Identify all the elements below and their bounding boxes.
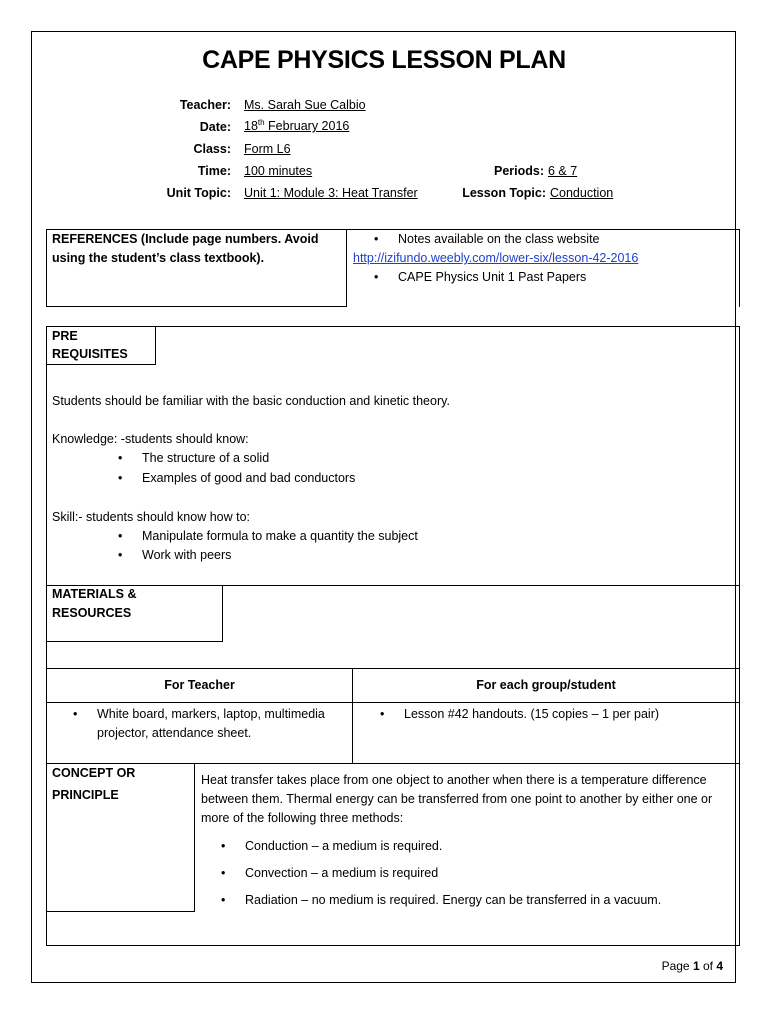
references-item-past-papers: • CAPE Physics Unit 1 Past Papers (398, 268, 586, 287)
materials-group-item: • Lesson #42 handouts. (15 copies – 1 per pair) (404, 705, 659, 724)
class-value: Form L6 (244, 142, 291, 156)
knowledge-item: • The structure of a solid (142, 449, 269, 468)
concept-heading-line1: CONCEPT OR (52, 766, 136, 780)
periods-label: Periods: (493, 164, 544, 178)
materials-heading-line1: MATERIALS & (52, 587, 137, 601)
skill-heading: Skill:- students should know how to: (52, 510, 251, 524)
materials-heading-line2: RESOURCES (52, 606, 132, 620)
materials-col-group-label: For each group/student (476, 678, 616, 692)
references-heading: REFERENCES (Include page numbers. Avoid using the student’s class textbook). (52, 232, 319, 265)
concept-method: • Radiation – no medium is required. Energy can be transferred in a vacuum. (245, 891, 661, 910)
references-link[interactable]: http://izifundo.weebly.com/lower-six/lesson-42-2016 (353, 251, 639, 265)
page-number: Page 1 of 4 (661, 959, 723, 973)
skill-item: • Work with peers (142, 546, 231, 565)
teacher-label: Teacher: (179, 98, 231, 112)
periods-value: 6 & 7 (548, 164, 578, 178)
concept-method: • Conduction – a medium is required. (245, 837, 442, 856)
materials-col-teacher-label: For Teacher (164, 678, 235, 692)
page-title: CAPE PHYSICS LESSON PLAN (202, 46, 566, 74)
prerequisites-heading-line1: PRE (52, 329, 78, 343)
materials-teacher-item: • White board, markers, laptop, multimedia projector, attendance sheet. (97, 705, 347, 743)
concept-method: • Convection – a medium is required (245, 864, 438, 883)
concept-heading-line2: PRINCIPLE (52, 788, 119, 802)
unit-topic-label: Unit Topic: (166, 186, 231, 200)
knowledge-item: • Examples of good and bad conductors (142, 469, 355, 488)
skill-item: • Manipulate formula to make a quantity the subject (142, 527, 418, 546)
date-label: Date: (199, 120, 231, 134)
date-value: 18th February 2016 (244, 118, 350, 134)
prerequisites-heading-line2: REQUISITES (52, 347, 128, 361)
time-value: 100 minutes (244, 164, 313, 178)
lesson-topic-label: Lesson Topic: (462, 186, 546, 200)
knowledge-heading: Knowledge: -students should know: (52, 432, 249, 446)
references-item-notes: • Notes available on the class website (398, 230, 600, 249)
unit-topic-value: Unit 1: Module 3: Heat Transfer (244, 186, 418, 200)
teacher-value: Ms. Sarah Sue Calbio (244, 98, 366, 112)
prerequisites-intro: Students should be familiar with the basic conduction and kinetic theory. (52, 394, 450, 408)
lesson-topic-value: Conduction (550, 186, 614, 200)
time-label: Time: (197, 164, 231, 178)
class-label: Class: (193, 142, 231, 156)
concept-text: Heat transfer takes place from one object to another when there is a temperature difference between them. Thermal energy can be transferred from one point to another by either one or more of the following three methods: (201, 773, 713, 825)
